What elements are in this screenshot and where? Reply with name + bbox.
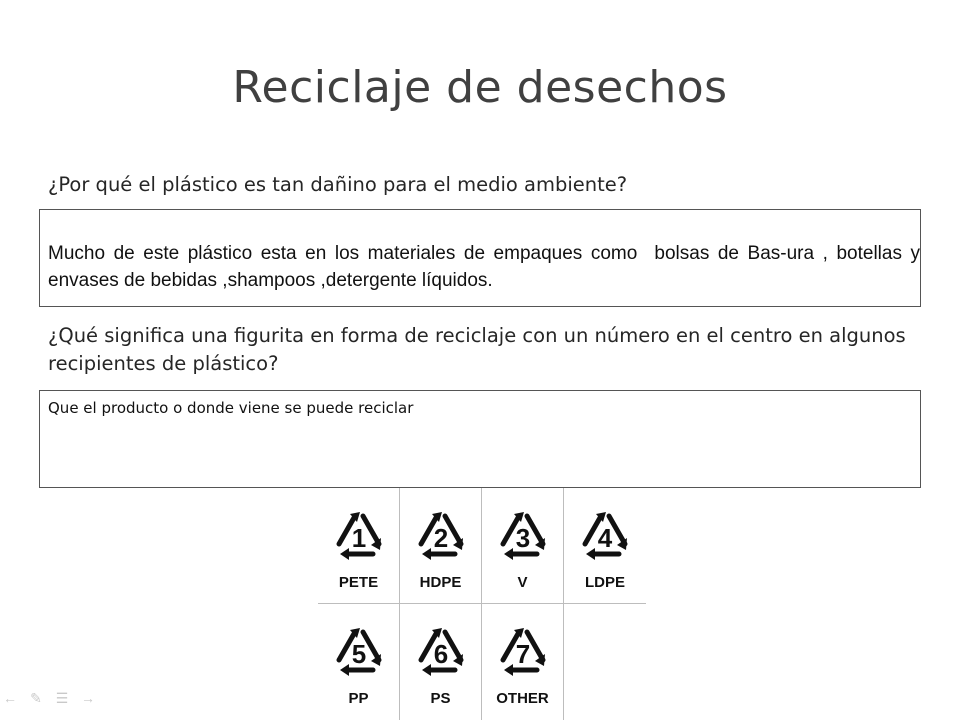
recycling-code-cell: [400, 488, 482, 604]
recycle-symbol-icon: [483, 608, 563, 688]
recycle-symbol-icon: [319, 608, 399, 688]
recycling-code-cell: [318, 604, 400, 720]
question-2: ¿Qué significa una figurita en forma de reciclaje con un número en el centro en algunos recipientes de plástico?: [48, 324, 906, 375]
recycling-code-number: 2: [433, 523, 449, 553]
slide-title: Reciclaje de desechos: [232, 62, 728, 113]
recycling-code-label: OTHER: [496, 690, 549, 707]
menu-icon[interactable]: ☰: [55, 690, 69, 706]
recycling-code-number: 6: [433, 639, 449, 669]
question-1: ¿Por qué el plástico es tan dañino para el medio ambiente?: [48, 173, 628, 196]
arrow-right-icon[interactable]: →: [81, 690, 95, 706]
pen-icon[interactable]: ✎: [30, 690, 42, 706]
recycling-code-cell: [482, 604, 564, 720]
answer-1-text: Mucho de este plástico esta en los materiales de empaques como bolsas de Bas-ura , botellas y envases de bebidas ,shampoos ,detergente líquidos.: [48, 243, 926, 291]
answer-1-box[interactable]: [39, 209, 926, 307]
recycling-code-number: 5: [351, 639, 367, 669]
recycle-symbol-icon: [401, 608, 481, 688]
recycling-code-cell: [564, 488, 646, 604]
recycling-code-number: 4: [597, 523, 613, 553]
recycling-code-cell: [482, 488, 564, 604]
recycling-code-label: PP: [348, 690, 369, 707]
recycle-symbol-icon: [565, 492, 645, 572]
arrow-left-icon[interactable]: ←: [3, 690, 17, 706]
recycling-code-label: PETE: [338, 574, 379, 591]
slide-nav-toolbar: [0, 690, 98, 710]
recycling-code-label: V: [517, 574, 528, 591]
answer-2-box[interactable]: [39, 390, 921, 488]
recycling-code-cell: [400, 604, 482, 720]
recycle-symbol-icon: [401, 492, 481, 572]
recycling-code-cell: [318, 488, 400, 604]
recycling-code-number: 7: [515, 639, 531, 669]
recycling-code-label: LDPE: [584, 574, 625, 591]
empty-cell: [564, 604, 646, 720]
recycling-code-label: PS: [430, 690, 451, 707]
answer-2-text: Que el producto o donde viene se puede reciclar: [48, 399, 414, 417]
recycling-codes-grid: [318, 488, 648, 720]
recycling-code-number: 3: [515, 523, 531, 553]
recycling-code-number: 1: [351, 523, 367, 553]
recycling-code-label: HDPE: [419, 574, 462, 591]
recycle-symbol-icon: [319, 492, 399, 572]
recycle-symbol-icon: [483, 492, 563, 572]
